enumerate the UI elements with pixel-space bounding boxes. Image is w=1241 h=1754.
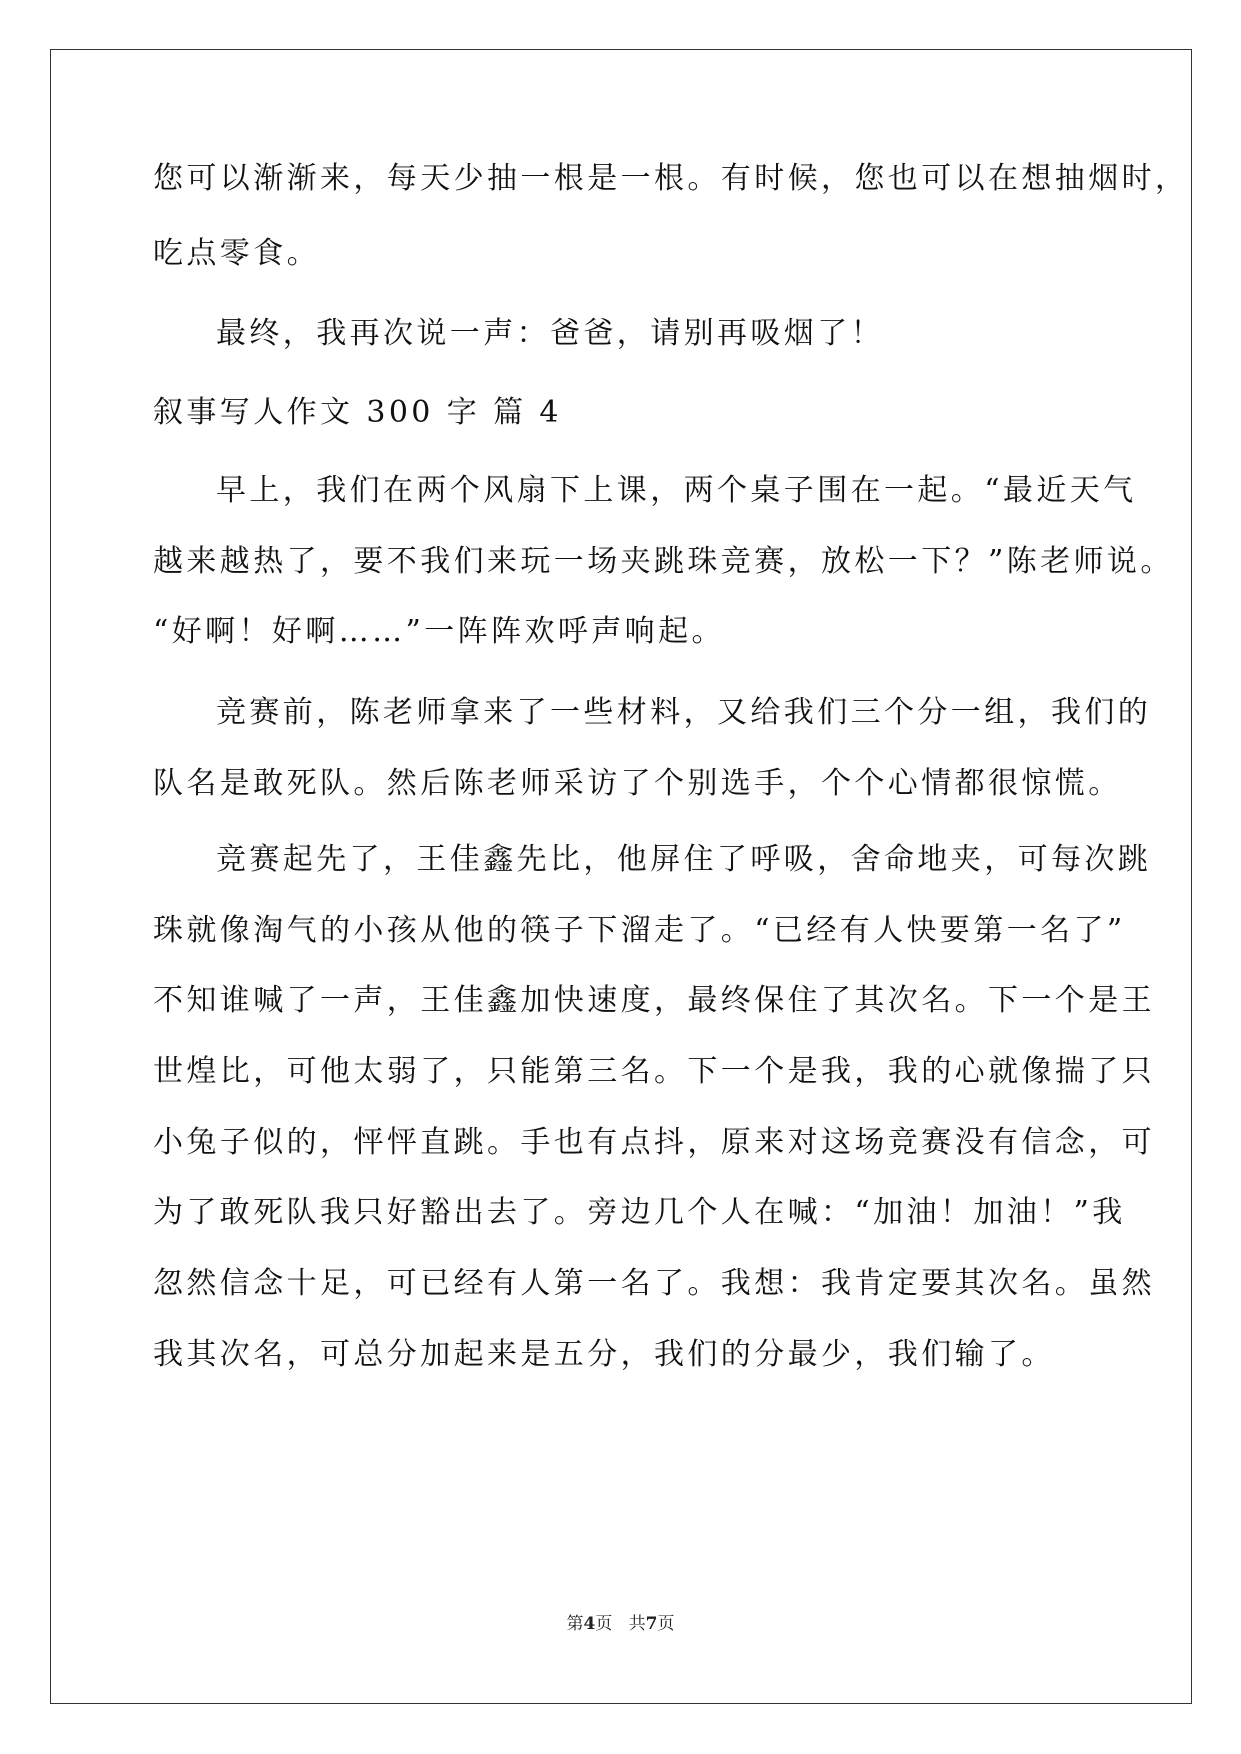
text-line: 不知谁喊了一声，王佳鑫加快速度，最终保住了其次名。下一个是王 [153,983,1155,1018]
page-footer [0,1612,1241,1636]
text-line: 小兔子似的，怦怦直跳。手也有点抖，原来对这场竞赛没有信念，可 [153,1125,1155,1160]
footer-prefix: 第 [566,1614,584,1634]
text-line: 我其次名，可总分加起来是五分，我们的分最少，我们输了。 [153,1337,1055,1372]
text-line: 忽然信念十足，可已经有人第一名了。我想：我肯定要其次名。虽然 [153,1266,1155,1301]
paragraph-start: 早上，我们在两个风扇下上课，两个桌子围在一起。“最近天气 [216,473,1137,508]
text-line: 珠就像淘气的小孩从他的筷子下溜走了。“已经有人快要第一名了” [153,913,1126,948]
text-line: “好啊！好啊……”一阵阵欢呼声响起。 [153,614,725,649]
section-heading: 叙事写人作文 300 字 篇 4 [153,395,562,430]
total-page-number: 7 [645,1614,658,1634]
paragraph-start: 最终，我再次说一声：爸爸，请别再吸烟了！ [216,316,884,351]
footer-suffix: 页 [657,1614,675,1634]
paragraph-start: 竞赛前，陈老师拿来了一些材料，又给我们三个分一组，我们的 [216,695,1152,730]
text-line: 队名是敢死队。然后陈老师采访了个别选手，个个心情都很惊慌。 [153,766,1122,801]
text-line: 吃点零食。 [153,236,320,271]
footer-middle: 页 共 [595,1614,646,1634]
paragraph-start: 竞赛起先了，王佳鑫先比，他屏住了呼吸，舍命地夹，可每次跳 [216,842,1152,877]
text-line: 越来越热了，要不我们来玩一场夹跳珠竞赛，放松一下？”陈老师说。 [153,544,1174,579]
text-line: 为了敢死队我只好豁出去了。旁边几个人在喊：“加油！加油！”我 [153,1195,1126,1230]
text-line: 世煌比，可他太弱了，只能第三名。下一个是我，我的心就像揣了只 [153,1054,1155,1089]
text-line: 您可以渐渐来，每天少抽一根是一根。有时候，您也可以在想抽烟时， [153,161,1189,196]
current-page-number: 4 [583,1614,596,1634]
